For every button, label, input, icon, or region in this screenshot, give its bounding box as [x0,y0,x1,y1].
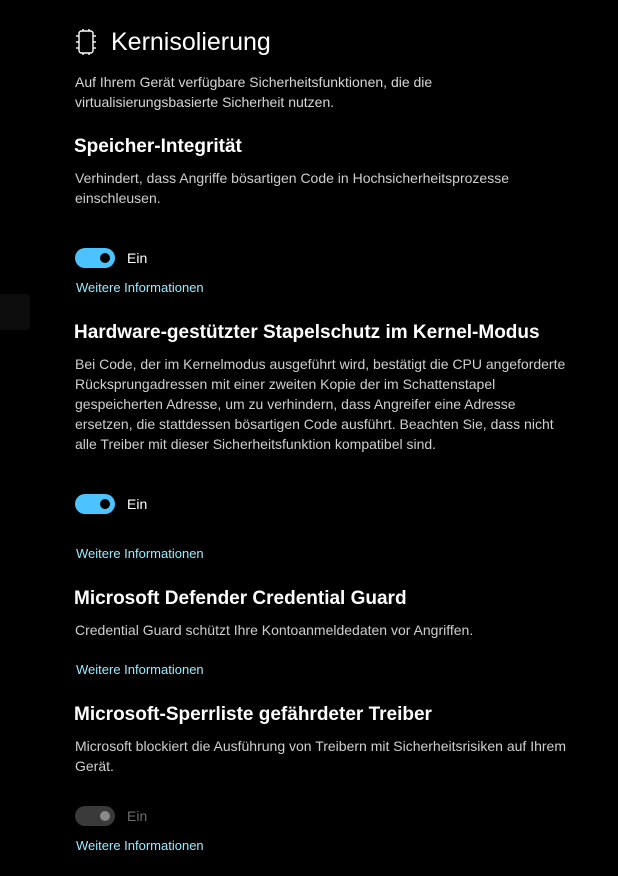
stack-protection-learn-more-link[interactable]: Weitere Informationen [76,546,204,561]
page-intro: Auf Ihrem Gerät verfügbare Sicherheitsfunktionen, die die virtualisierungsbasierte Sicherheit nutzen. [75,74,433,110]
toggle-knob [100,811,110,821]
driver-blocklist-toggle-row [75,806,147,826]
stack-protection-description: Bei Code, der im Kernelmodus ausgeführt wird, bestätigt die CPU angeforderte Rücksprungadressen mit einer zweiten Kopie der im Schattenstapel gespeicherten Adresse, um zu verhindern, dass Angreifer eine Adresse ersetzen, die stattdessen bösartigen Code ausführt. Beachten Sie, dass nicht alle Treiber mit dieser Sicherheitsfunktion kompatibel sind. [75,356,566,452]
core-isolation-chip-icon [74,28,98,56]
driver-blocklist-title: Microsoft-Sperrliste gefährdeter Treiber [74,704,432,725]
memory-integrity-learn-more-link[interactable]: Weitere Informationen [76,280,204,295]
memory-integrity-toggle[interactable] [75,248,115,268]
toggle-knob [100,499,110,509]
memory-integrity-toggle-label: Ein [127,250,148,266]
driver-blocklist-description: Microsoft blockiert die Ausführung von Treibern mit Sicherheitsrisiken auf Ihrem Gerät. [75,738,566,774]
credential-guard-learn-more-link[interactable]: Weitere Informationen [76,662,204,677]
toggle-knob [100,253,110,263]
page-title: Kernisolierung [111,28,271,56]
page-header [74,26,271,58]
memory-integrity-toggle-row [75,248,147,268]
driver-blocklist-toggle-label: Ein [127,808,148,824]
credential-guard-description: Credential Guard schützt Ihre Kontoanmeldedaten vor Angriffen. [75,622,474,638]
memory-integrity-description: Verhindert, dass Angriffe bösartigen Code in Hochsicherheitsprozesse einschleusen. [75,170,509,206]
stack-protection-toggle-row [75,494,147,514]
stack-protection-toggle-label: Ein [127,496,148,512]
driver-blocklist-toggle[interactable] [75,806,115,826]
memory-integrity-title: Speicher-Integrität [74,136,242,157]
driver-blocklist-learn-more-link[interactable]: Weitere Informationen [76,838,204,853]
stack-protection-title: Hardware-gestützter Stapelschutz im Kernel-Modus [74,322,540,343]
sidebar-collapsed-tab[interactable] [0,294,30,330]
stack-protection-toggle[interactable] [75,494,115,514]
credential-guard-title: Microsoft Defender Credential Guard [74,588,407,609]
